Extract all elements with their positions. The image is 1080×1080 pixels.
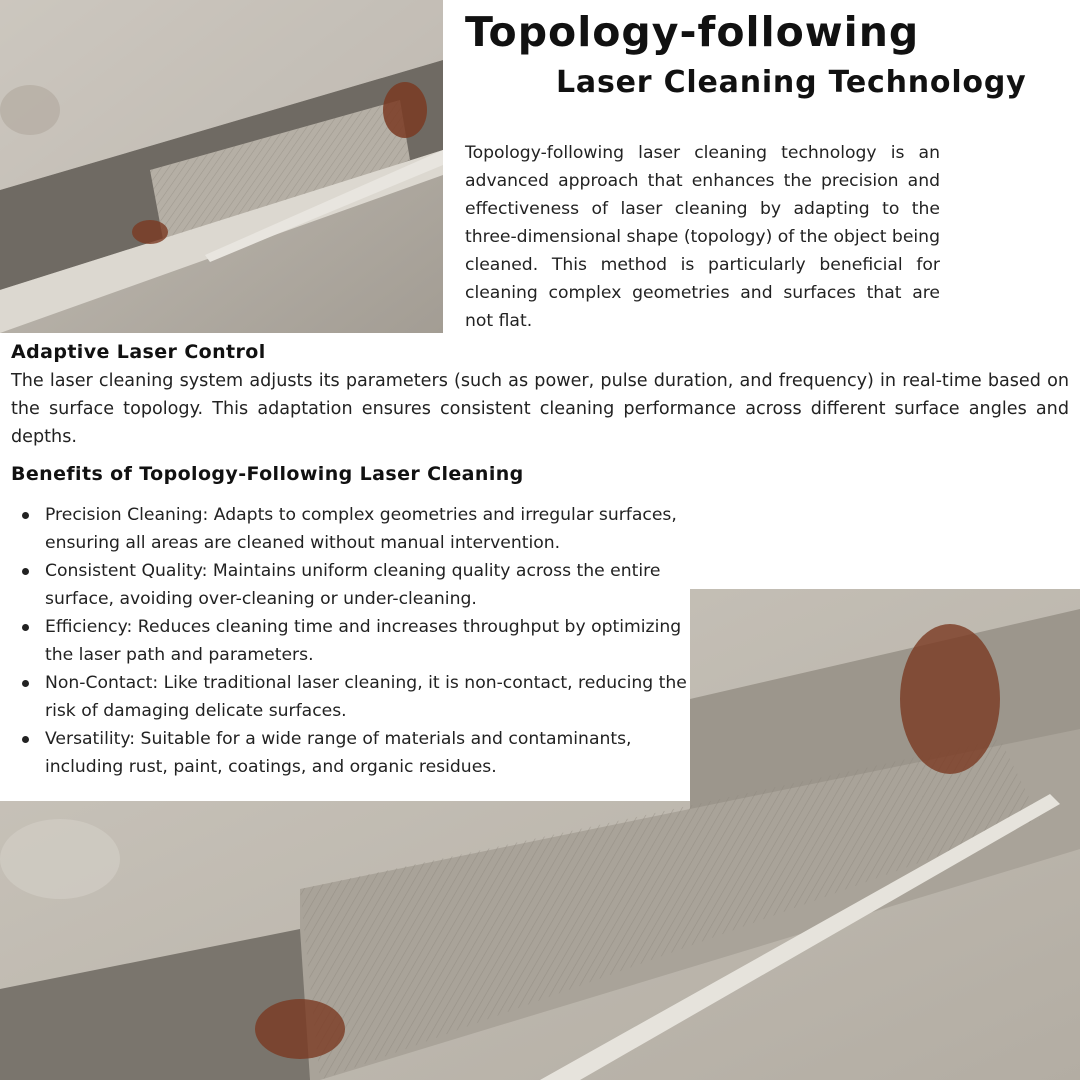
bullet-icon xyxy=(22,568,29,575)
bullet-icon xyxy=(22,624,29,631)
benefit-item xyxy=(0,613,690,669)
cleaned-groove-photo-top xyxy=(0,0,443,333)
bullet-icon xyxy=(22,512,29,519)
intro-paragraph: Topology-following laser cleaning technology is an advanced approach that enhances the precision and effectiveness of laser cleaning by adapting to the three-dimensional shape (topology) of the object being cleaned. This method is particularly beneficial for cleaning complex geometries and surfaces that are not flat. xyxy=(465,143,940,331)
page-title-line1: Topology-following xyxy=(465,8,920,56)
benefit-text: Precision Cleaning: Adapts to complex geometries and irregular surfaces, ensuring all areas are cleaned without manual intervention. xyxy=(45,505,677,553)
benefit-item xyxy=(0,557,690,613)
benefit-text: Versatility: Suitable for a wide range of materials and contaminants, including rust, paint, coatings, and organic residues. xyxy=(45,729,632,777)
benefit-text: Efficiency: Reduces cleaning time and increases throughput by optimizing the laser path and parameters. xyxy=(45,617,682,665)
benefits-list xyxy=(0,501,690,781)
adaptive-paragraph: The laser cleaning system adjusts its parameters (such as power, pulse duration, and frequency) in real-time based on the surface topology. This adaptation ensures consistent cleaning performance across different surface angles and depths. xyxy=(11,371,1069,447)
benefit-text: Non-Contact: Like traditional laser cleaning, it is non-contact, reducing the risk of damaging delicate surfaces. xyxy=(45,673,687,721)
page-title-line2: Laser Cleaning Technology xyxy=(556,65,1027,100)
benefit-item xyxy=(0,669,690,725)
benefits-heading: Benefits of Topology-Following Laser Cleaning xyxy=(11,463,524,485)
bullet-icon xyxy=(22,680,29,687)
metal-groove-illustration xyxy=(0,0,443,333)
benefit-item xyxy=(0,725,690,781)
bullet-icon xyxy=(22,736,29,743)
benefit-text: Consistent Quality: Maintains uniform cleaning quality across the entire surface, avoiding over-cleaning or under-cleaning. xyxy=(45,561,661,609)
adaptive-heading: Adaptive Laser Control xyxy=(11,341,266,363)
benefit-item xyxy=(0,501,690,557)
